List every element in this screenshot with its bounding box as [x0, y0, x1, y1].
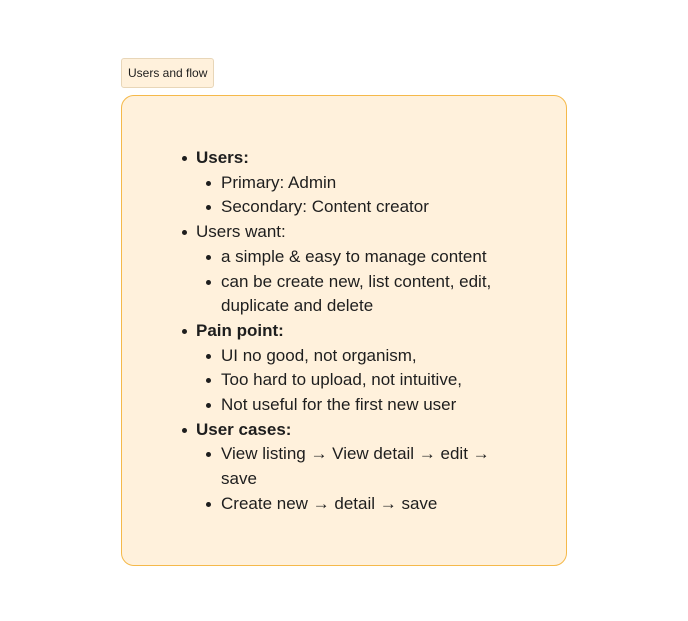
list-item: View listing → View detail → edit → save [196, 442, 520, 491]
group-pain-point-list [196, 344, 520, 418]
group-pain-point [180, 319, 520, 418]
list-item: can be create new, list content, edit, duplicate and delete [196, 270, 520, 319]
group-users-list [196, 171, 520, 220]
list-item: a simple & easy to manage content [196, 245, 520, 270]
group-users-heading: Users: [196, 148, 249, 167]
group-users-want [180, 220, 520, 319]
group-pain-point-heading: Pain point: [196, 320, 284, 340]
group-users-want-list [196, 245, 520, 319]
group-user-cases-heading: User cases: [196, 419, 292, 439]
section-title-label: Users and flow [128, 66, 208, 80]
list-item: Too hard to upload, not intuitive, [196, 368, 520, 393]
group-users-want-heading: Users want: [196, 222, 286, 242]
list-item: UI no good, not organism, [196, 344, 520, 369]
list-item: Not useful for the first new user [196, 393, 520, 418]
text-note[interactable] [180, 146, 520, 517]
list-item: Secondary: Content creator [196, 195, 520, 220]
section-frame[interactable] [121, 95, 567, 566]
group-users [180, 146, 520, 220]
group-user-cases [180, 418, 520, 517]
section-title-tag[interactable] [121, 58, 214, 88]
list-item: Primary: Admin [196, 171, 520, 196]
group-user-cases-list [196, 442, 520, 516]
list-item: Create new → detail → save [196, 492, 520, 517]
outline-list [180, 146, 520, 517]
